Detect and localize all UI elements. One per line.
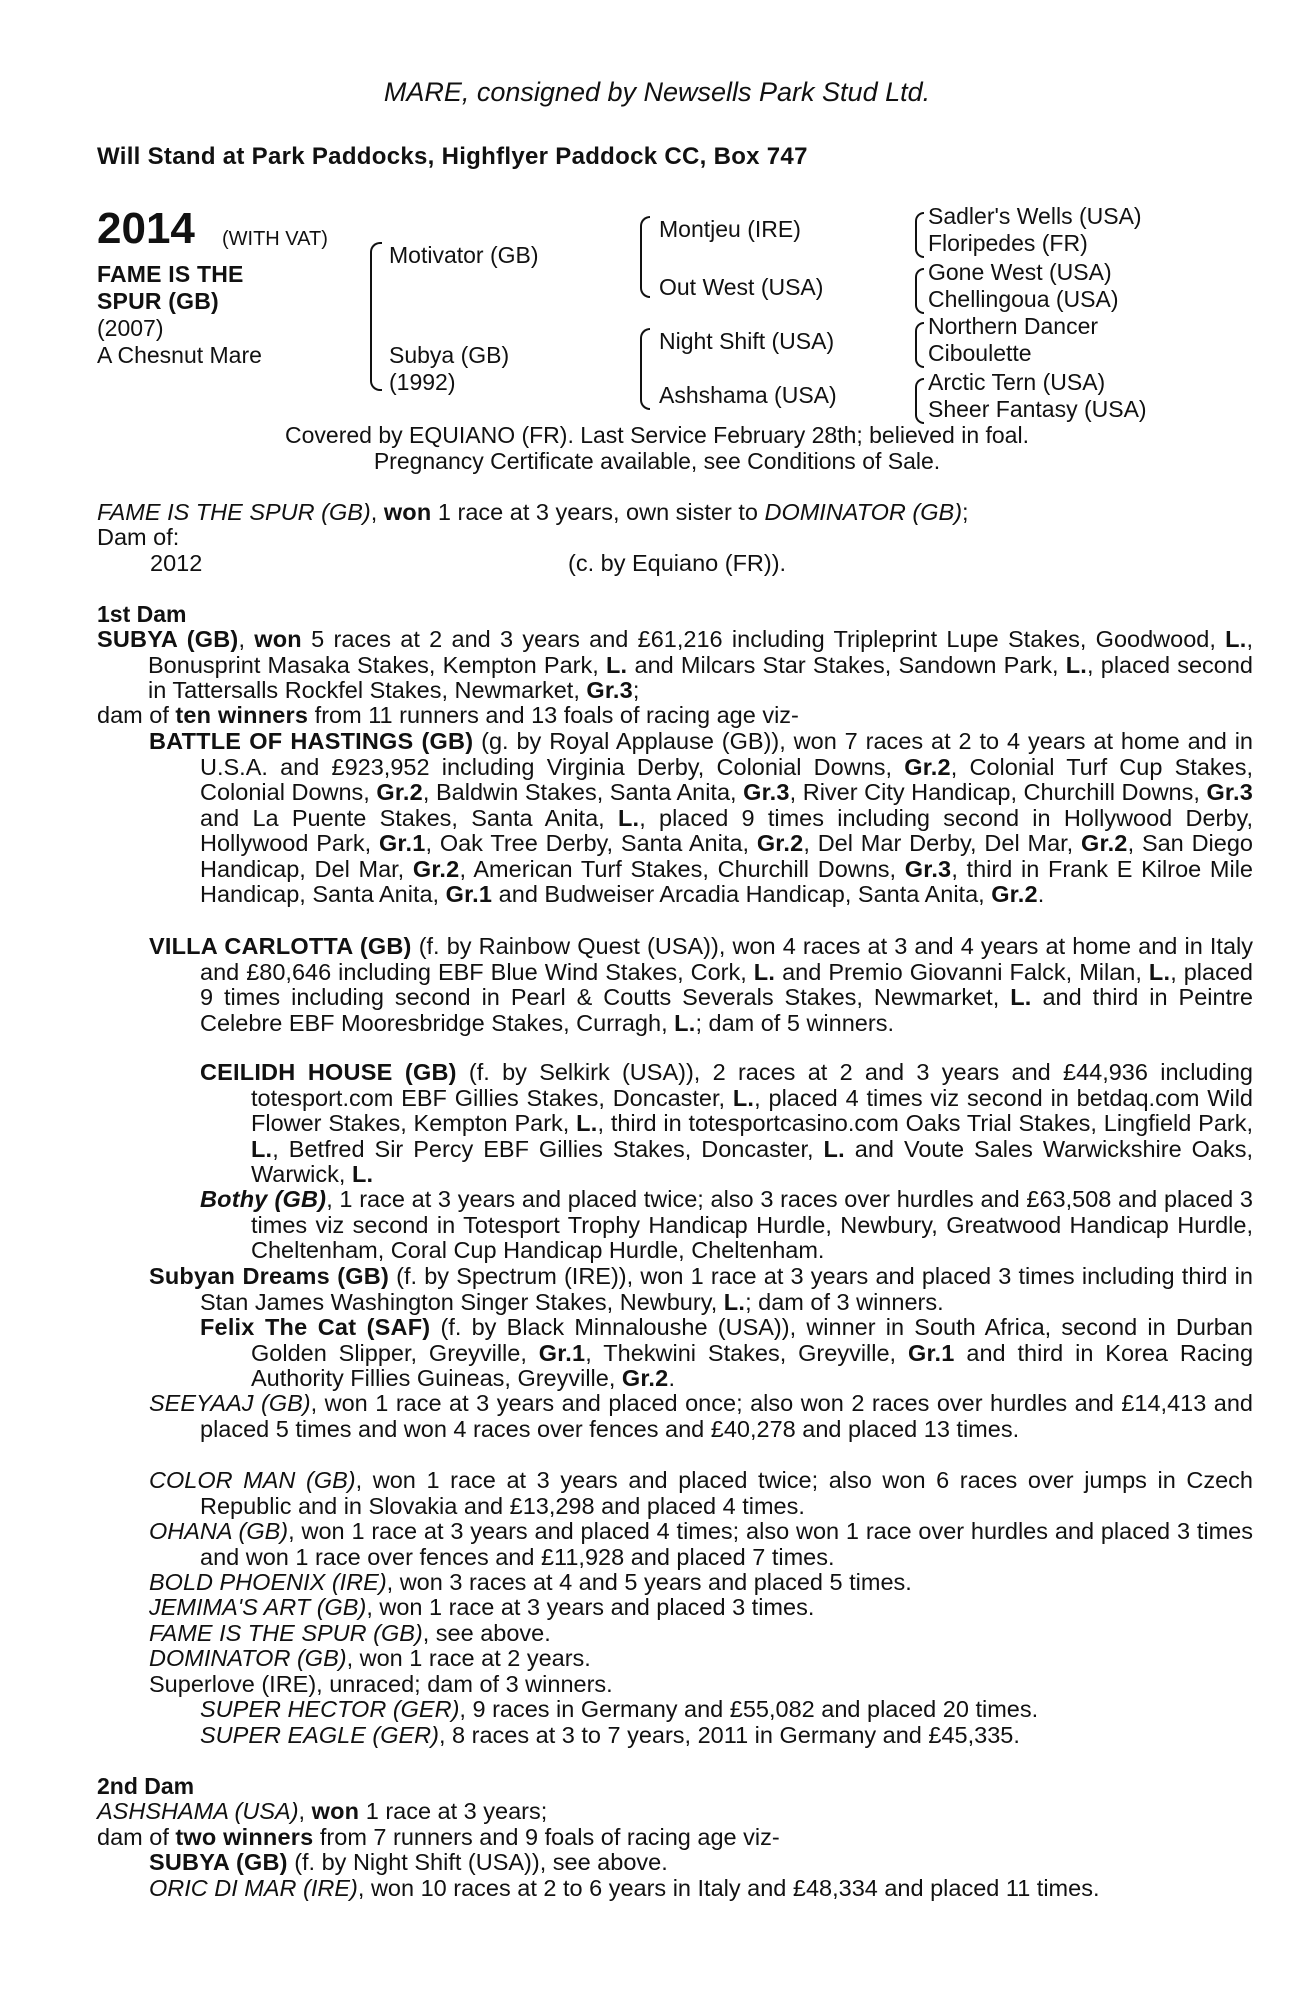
- emphasis-run: L.: [732, 1084, 755, 1111]
- pedigree-brace-g78: [915, 378, 924, 424]
- emphasis-run: Gr.1: [538, 1339, 586, 1366]
- pedigree-dam-sire: Night Shift (USA): [659, 328, 835, 354]
- emphasis-run: ASHSHAMA (USA): [97, 1798, 299, 1824]
- text-run: ; dam of 5 winners.: [695, 1009, 894, 1036]
- entry-color-man: [149, 1468, 1253, 1519]
- entry-subya-repeat: [149, 1850, 1202, 1876]
- emphasis-run: SEEYAAJ (GB): [149, 1390, 311, 1416]
- text-run: , Bonusprint Masaka Stakes, Kempton Park,: [148, 626, 1253, 678]
- text-run: , Baldwin Stakes, Santa Anita,: [422, 779, 744, 805]
- emphasis-run: SUPER EAGLE (GER): [200, 1722, 439, 1748]
- second-dam-heading: 2nd Dam: [97, 1773, 195, 1799]
- text-run: , won 10 races at 2 to 6 years in Italy and £48,334 and placed 11 times.: [357, 1875, 1100, 1901]
- emphasis-run: ORIC DI MAR (IRE): [149, 1875, 358, 1901]
- pedigree-g6: Ciboulette: [928, 340, 1032, 366]
- pedigree-dam-year: (1992): [389, 369, 456, 395]
- catalogue-heading: MARE, consigned by Newsells Park Stud Ltd.: [383, 77, 931, 107]
- entry-bold-phoenix: [149, 1570, 1202, 1596]
- pedigree-g1: Sadler's Wells (USA): [928, 203, 1142, 229]
- text-run: and third in Peintre Celebre EBF Mooresbridge Stakes, Curragh,: [200, 984, 1253, 1036]
- lot-year: 2014: [97, 204, 195, 253]
- produce-intro-rest: 1 race at 3 years, own sister to: [431, 499, 765, 525]
- horse-name-line2: SPUR (GB): [97, 288, 219, 314]
- text-run: , see above.: [422, 1620, 551, 1646]
- text-run: (f. by Rainbow Quest (USA)), won 4 races at 3 and 4 years at home and in Italy and £80,646 including EBF Blue Wind Stakes, Cork,: [200, 933, 1253, 985]
- entry-superlove: [149, 1672, 1202, 1698]
- emphasis-run: won: [254, 626, 302, 652]
- emphasis-run: L.: [605, 651, 628, 678]
- emphasis-run: Gr.2: [904, 753, 951, 780]
- text-run: , Colonial Turf Cup Stakes, Colonial Downs,: [200, 753, 1253, 805]
- text-run: and Voute Sales Warwickshire Oaks, Warwick,: [251, 1135, 1253, 1187]
- text-run: , San Diego Handicap, Del Mar,: [200, 830, 1253, 882]
- emphasis-run: Gr.2: [412, 855, 460, 882]
- produce-year: 2012: [150, 550, 203, 576]
- emphasis-run: Gr.2: [991, 881, 1038, 907]
- pedigree-sire: Motivator (GB): [389, 242, 539, 268]
- foaled-year: (2007): [97, 315, 164, 341]
- produce-foal: (c. by Equiano (FR)).: [568, 550, 787, 576]
- emphasis-run: two winners: [175, 1824, 314, 1850]
- pedigree-brace-main: [370, 242, 382, 391]
- text-run: Superlove (IRE), unraced; dam of 3 winners.: [149, 1671, 613, 1697]
- text-run: .: [668, 1365, 675, 1391]
- text-run: , 9 races in Germany and £55,082 and placed 20 times.: [459, 1696, 1039, 1722]
- entry-super-hector: [200, 1697, 1202, 1723]
- text-run: , placed 9 times including second in Hollywood Derby, Hollywood Park,: [200, 804, 1253, 856]
- text-run: , Thekwini Stakes, Greyville,: [585, 1339, 908, 1366]
- pedigree-g5: Northern Dancer: [928, 313, 1099, 339]
- text-run: from 7 runners and 9 foals of racing age viz-: [313, 1824, 780, 1850]
- text-run: , Betfred Sir Percy EBF Gillies Stakes, Doncaster,: [272, 1135, 824, 1162]
- emphasis-run: BOLD PHOENIX (IRE): [149, 1569, 387, 1595]
- vat-note: (WITH VAT): [222, 228, 328, 250]
- entry-felix-the-cat: [200, 1315, 1253, 1392]
- text-run: , River City Handicap, Churchill Downs,: [789, 779, 1207, 805]
- produce-intro-end: ;: [962, 499, 969, 525]
- entry-ohana: [149, 1519, 1253, 1570]
- text-run: (f. by Black Minnaloushe (USA)), winner in South Africa, second in Durban Golden Slipper, Greyville,: [251, 1314, 1253, 1366]
- horse-name-line1: FAME IS THE: [97, 261, 244, 287]
- emphasis-run: CEILIDH HOUSE (GB): [200, 1059, 457, 1085]
- entry-seeyaaj: [149, 1391, 1253, 1442]
- produce-intro-name: FAME IS THE SPUR (GB): [97, 499, 371, 525]
- emphasis-run: Gr.3: [743, 779, 790, 805]
- emphasis-run: Gr.1: [445, 881, 493, 907]
- text-run: , won 1 race at 3 years and placed twice; also won 6 races over jumps in Czech Republic and in Slovakia and £13,298 and placed 4 times.: [200, 1467, 1253, 1519]
- pedigree-brace-dam: [640, 328, 650, 410]
- pedigree-sire-sire: Montjeu (IRE): [659, 216, 801, 242]
- text-run: , placed second in Tattersalls Rockfel Stakes, Newmarket,: [148, 651, 1253, 703]
- entry-villa-carlotta: [149, 934, 1253, 1036]
- text-run: (f. by Night Shift (USA)), see above.: [287, 1849, 668, 1875]
- emphasis-run: L.: [723, 1288, 746, 1315]
- pedigree-sire-dam: Out West (USA): [659, 274, 824, 300]
- pedigree-g8: Sheer Fantasy (USA): [928, 396, 1147, 422]
- produce-intro: [97, 500, 969, 526]
- second-dam-winners-summary: [97, 1825, 1202, 1851]
- text-run: and Budweiser Arcadia Handicap, Santa Anita,: [492, 881, 992, 907]
- text-run: 5 races at 2 and 3 years and £61,216 including Tripleprint Lupe Stakes, Goodwood,: [301, 626, 1226, 652]
- entry-battle-of-hastings: [149, 729, 1253, 908]
- stand-location: Will Stand at Park Paddocks, Highflyer Paddock CC, Box 747: [97, 143, 808, 170]
- text-run: and third in Korea Racing Authority Fillies Guineas, Greyville,: [251, 1339, 1254, 1391]
- covered-line: Covered by EQUIANO (FR). Last Service February 28th; believed in foal.: [285, 422, 1029, 448]
- emphasis-run: Felix The Cat (SAF): [200, 1314, 431, 1340]
- entry-ceilidh-house: [200, 1060, 1253, 1188]
- pedigree-g2: Floripedes (FR): [928, 230, 1088, 256]
- emphasis-run: SUBYA (GB): [97, 626, 239, 652]
- produce-intro-won: won: [383, 499, 432, 525]
- pedigree-brace-g56: [915, 322, 924, 368]
- pregnancy-line: Pregnancy Certificate available, see Conditions of Sale.: [373, 448, 941, 474]
- pedigree-brace-g34: [915, 268, 924, 314]
- text-run: ;: [632, 677, 640, 703]
- pedigree-g3: Gone West (USA): [928, 259, 1112, 285]
- entry-subyan-dreams: [149, 1264, 1253, 1315]
- pedigree-brace-g12: [915, 212, 924, 258]
- text-run: dam of: [97, 702, 176, 728]
- produce-intro-comma: ,: [370, 499, 384, 525]
- first-dam-heading: 1st Dam: [97, 601, 187, 627]
- text-run: , won 1 race at 3 years and placed once; also won 2 races over hurdles and £14,413 and placed 5 times and won 4 races over fences and £40,278 and placed 13 times.: [200, 1390, 1253, 1442]
- emphasis-run: Gr.2: [376, 779, 423, 805]
- emphasis-run: Subyan Dreams (GB): [149, 1263, 389, 1289]
- second-dam-ashshama: [97, 1799, 1202, 1825]
- text-run: , won 1 race at 2 years.: [346, 1645, 591, 1671]
- emphasis-run: VILLA CARLOTTA (GB): [149, 933, 412, 959]
- text-run: ,: [238, 626, 255, 652]
- first-dam-subya: [97, 627, 1253, 704]
- produce-dam-of: Dam of:: [97, 524, 180, 550]
- text-run: (g. by Royal Applause (GB)), won 7 races at 2 to 4 years at home and in U.S.A. and £923,952 including Virginia Derby, Colonial Downs,: [200, 728, 1253, 780]
- text-run: , Del Mar Derby, Del Mar,: [803, 830, 1082, 856]
- emphasis-run: Gr.1: [378, 830, 426, 856]
- emphasis-run: L.: [617, 804, 640, 831]
- emphasis-run: L.: [1010, 984, 1032, 1010]
- emphasis-run: SUBYA (GB): [149, 1849, 288, 1875]
- text-run: and Milcars Star Stakes, Sandown Park,: [627, 651, 1066, 678]
- emphasis-run: ten winners: [175, 702, 309, 728]
- text-run: , 1 race at 3 years and placed twice; also 3 races over hurdles and £63,508 and placed 3 times viz second in Totesport Trophy Handicap Hurdle, Newbury, Greatwood Handicap Hurdle, Cheltenham, Coral Cup Handicap Hurdle, Cheltenham.: [251, 1186, 1253, 1263]
- emphasis-run: L.: [753, 958, 776, 985]
- emphasis-run: BATTLE OF HASTINGS (GB): [149, 728, 474, 754]
- produce-intro-sister: DOMINATOR (GB): [764, 499, 963, 525]
- text-run: , won 1 race at 3 years and placed 4 times; also won 1 race over hurdles and placed 3 times and won 1 race over fences and £11,928 and placed 7 times.: [200, 1518, 1253, 1570]
- pedigree-g4: Chellingoua (USA): [928, 286, 1119, 312]
- entry-oric-di-mar: [149, 1876, 1202, 1902]
- pedigree-g7: Arctic Tern (USA): [928, 369, 1106, 395]
- emphasis-run: L.: [251, 1135, 273, 1162]
- emphasis-run: Gr.2: [621, 1365, 669, 1391]
- emphasis-run: Gr.3: [586, 677, 633, 703]
- text-run: , Oak Tree Derby, Santa Anita,: [425, 830, 757, 856]
- emphasis-run: L.: [674, 1009, 696, 1036]
- emphasis-run: FAME IS THE SPUR (GB): [149, 1620, 423, 1646]
- text-run: ; dam of 3 winners.: [745, 1288, 944, 1315]
- text-run: (f. by Spectrum (IRE)), won 1 race at 3 years and placed 3 times including third in Stan James Washington Singer Stakes, Newbury,: [200, 1263, 1253, 1315]
- text-run: dam of: [97, 1824, 176, 1850]
- emphasis-run: JEMIMA'S ART (GB): [149, 1594, 367, 1620]
- emphasis-run: COLOR MAN (GB): [149, 1467, 356, 1493]
- pedigree-dam-dam: Ashshama (USA): [659, 382, 837, 408]
- emphasis-run: DOMINATOR (GB): [149, 1645, 347, 1671]
- emphasis-run: L.: [1065, 651, 1088, 678]
- text-run: and La Puente Stakes, Santa Anita,: [200, 804, 618, 831]
- text-run: , third in totesportcasino.com Oaks Trial Stakes, Lingfield Park,: [597, 1110, 1253, 1136]
- emphasis-run: Gr.3: [1206, 779, 1253, 805]
- text-run: , third in Frank E Kilroe Mile Handicap, Santa Anita,: [200, 855, 1254, 907]
- entry-fame-is-the-spur: [149, 1621, 1202, 1647]
- emphasis-run: L.: [823, 1135, 845, 1162]
- emphasis-run: L.: [1148, 958, 1171, 985]
- text-run: 1 race at 3 years;: [359, 1798, 548, 1824]
- text-run: .: [1037, 881, 1045, 907]
- text-run: and Premio Giovanni Falck, Milan,: [775, 958, 1149, 985]
- text-run: from 11 runners and 13 foals of racing age viz-: [308, 702, 799, 728]
- entry-bothy: [200, 1187, 1253, 1264]
- emphasis-run: Gr.3: [904, 855, 952, 882]
- emphasis-run: SUPER HECTOR (GER): [200, 1696, 460, 1722]
- emphasis-run: Gr.2: [756, 830, 804, 856]
- first-dam-winners-summary: [97, 703, 1202, 729]
- entry-jemimas-art: [149, 1595, 1202, 1621]
- entry-dominator: [149, 1646, 1202, 1672]
- emphasis-run: Gr.2: [1081, 830, 1128, 856]
- text-run: , won 3 races at 4 and 5 years and placed 5 times.: [386, 1569, 912, 1595]
- text-run: , placed 4 times viz second in betdaq.com Wild Flower Stakes, Kempton Park,: [251, 1084, 1253, 1136]
- text-run: (f. by Selkirk (USA)), 2 races at 2 and 3 years and £44,936 including totesport.com EBF Gillies Stakes, Doncaster,: [251, 1059, 1253, 1111]
- emphasis-run: L.: [1225, 626, 1247, 652]
- entry-super-eagle: [200, 1723, 1202, 1749]
- text-run: , 8 races at 3 to 7 years, 2011 in Germany and £45,335.: [438, 1722, 1020, 1748]
- emphasis-run: won: [311, 1798, 360, 1824]
- emphasis-run: Gr.1: [907, 1339, 955, 1366]
- text-run: , won 1 race at 3 years and placed 3 times.: [366, 1594, 815, 1620]
- text-run: , placed 9 times including second in Pearl & Coutts Severals Stakes, Newmarket,: [200, 958, 1253, 1010]
- text-run: ,: [298, 1798, 312, 1824]
- emphasis-run: L.: [576, 1110, 598, 1136]
- pedigree-brace-sire: [640, 216, 650, 298]
- horse-description: A Chesnut Mare: [97, 342, 262, 368]
- emphasis-run: OHANA (GB): [149, 1518, 289, 1544]
- emphasis-run: L.: [351, 1161, 374, 1187]
- pedigree-dam: Subya (GB): [389, 342, 510, 368]
- emphasis-run: Bothy (GB): [200, 1186, 327, 1212]
- text-run: , American Turf Stakes, Churchill Downs,: [459, 855, 905, 882]
